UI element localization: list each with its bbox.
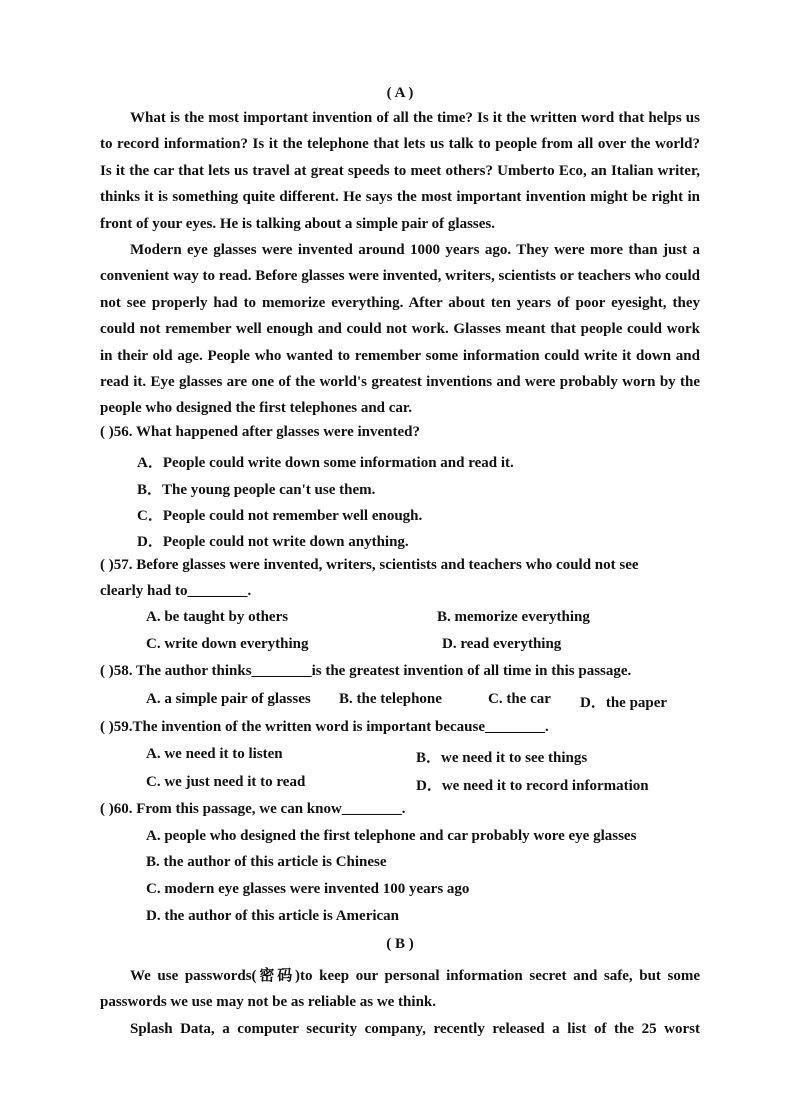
q60-option-a: A. people who designed the first telephone and car probably wore eye glasses [146,828,637,844]
question-57-line-2: clearly had to________. [100,583,252,599]
q58-option-d: D．the paper [580,695,668,711]
question-57-line-1: ( )57. Before glasses were invented, writers, scientists and teachers who could not see [100,557,639,573]
q57-option-d: D. read everything [442,636,562,652]
q56-option-c: C．People could not remember well enough. [137,508,423,524]
q57-option-a: A. be taught by others [146,609,289,625]
question-60: ( )60. From this passage, we can know________. [100,801,406,817]
section-b-heading: ( B ) [386,936,414,952]
q60-option-d: D. the author of this article is American [146,908,400,924]
question-59: ( )59.The invention of the written word is important because________. [100,719,549,735]
question-56: ( )56. What happened after glasses were invented? [100,424,420,440]
q57-option-c: C. write down everything [146,636,309,652]
passage-b-paragraph-1: We use passwords(密码)to keep our personal information secret and safe, but some passwords we use may not be as reliable as we think. [100,968,700,1011]
q59-option-c: C. we just need it to read [146,774,306,790]
q56-option-a: A．People could write down some information and read it. [137,455,514,471]
q56-option-b: B．The young people can't use them. [137,482,376,498]
q58-option-a: A. a simple pair of glasses [146,691,311,707]
question-58: ( )58. The author thinks________is the greatest invention of all time in this passage. [100,663,632,679]
q58-option-c: C. the car [488,691,551,707]
q57-option-b: B. memorize everything [437,609,590,625]
q59-option-a: A. we need it to listen [146,746,283,762]
passage-a-paragraph-2: Modern eye glasses were invented around 1000 years ago. They were more than just a convenient way to read. Before glasses were invented, writers, scientists or teachers who could not see properly had to memorize everything. After about ten years of poor eyesight, they could not remember well enough and could not work. Glasses meant that people could work in their old age. People who wanted to remember some information could write it down and read it. Eye glasses are one of the world's greatest inventions and were probably worn by the people who designed the first telephones and car. [100,242,700,417]
q59-option-d: D．we need it to record information [416,778,649,794]
q58-option-b: B. the telephone [339,691,442,707]
q60-option-b: B. the author of this article is Chinese [146,854,387,870]
passage-b-paragraph-2: Splash Data, a computer security company, recently released a list of the 25 worst [130,1021,700,1037]
passage-a-paragraph-1: What is the most important invention of all the time? Is it the written word that helps us to record information? Is it the telephone that lets us talk to people from all over the world? Is it the car that lets us travel at great speeds to meet others? Umberto Eco, an Italian writer, thinks it is something quite different. He says the most important invention might be right in front of your eyes. He is talking about a simple pair of glasses. [100,110,700,232]
q56-option-d: D．People could not write down anything. [137,534,409,550]
q60-option-c: C. modern eye glasses were invented 100 years ago [146,881,470,897]
q59-option-b: B．we need it to see things [416,750,588,766]
section-a-heading: ( A ) [386,85,414,101]
